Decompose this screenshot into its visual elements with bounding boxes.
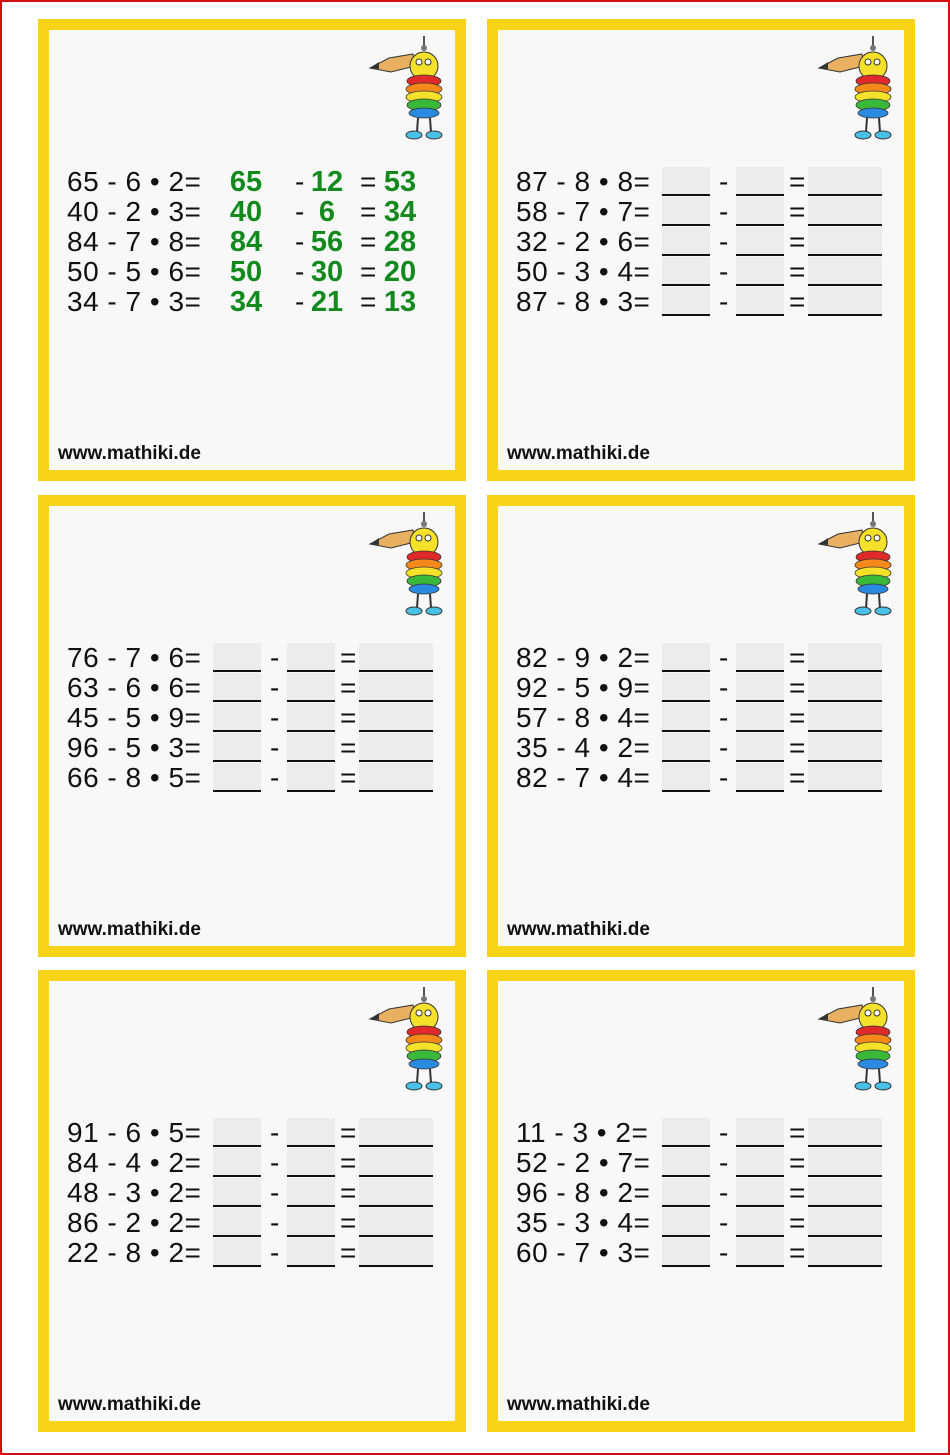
- answer-field-shade: [808, 1178, 882, 1206]
- equals-sign: =: [340, 762, 357, 793]
- mascot-icon: [816, 36, 906, 144]
- minus-sign: -: [719, 1177, 729, 1208]
- problem-expression: 48 - 3 • 2=: [67, 1177, 202, 1208]
- problem-expression: 22 - 8 • 2=: [67, 1237, 202, 1268]
- answer-field-shade: [359, 1148, 433, 1176]
- answer-blank-result[interactable]: [808, 194, 882, 196]
- worksheet-card-6: [487, 970, 915, 1432]
- answer-field-shade: [662, 1208, 710, 1236]
- answer-field-shade: [736, 1178, 784, 1206]
- answer-blank-result[interactable]: [359, 1265, 433, 1267]
- answer-field-shade: [662, 287, 710, 315]
- answer-result: 28: [383, 226, 417, 258]
- answer-blank-minuend[interactable]: [662, 314, 710, 316]
- answer-field-shade: [736, 643, 784, 671]
- answer-field-shade: [287, 643, 335, 671]
- answer-blank-result[interactable]: [808, 1265, 882, 1267]
- answer-field-shade: [359, 643, 433, 671]
- problem-expression: 60 - 7 • 3=: [516, 1237, 651, 1268]
- website-url: www.mathiki.de: [58, 443, 201, 464]
- answer-field-shade: [287, 763, 335, 791]
- answer-blank-minuend[interactable]: [662, 284, 710, 286]
- answer-product: 30: [310, 256, 344, 288]
- answer-field-shade: [736, 673, 784, 701]
- problem-expression: 96 - 5 • 3=: [67, 732, 202, 763]
- answer-blank-result[interactable]: [359, 1205, 433, 1207]
- mascot-icon: [816, 987, 906, 1095]
- minus-sign: -: [719, 762, 729, 793]
- problem-expression: 96 - 8 • 2=: [516, 1177, 651, 1208]
- problem-expression: 45 - 5 • 9=: [67, 702, 202, 733]
- mascot-icon: [367, 36, 457, 144]
- worksheet-card-2: [487, 19, 915, 481]
- minus-sign: -: [295, 226, 305, 257]
- minus-sign: -: [270, 702, 280, 733]
- equals-sign: =: [789, 226, 806, 257]
- answer-field-shade: [736, 1148, 784, 1176]
- answer-result: 53: [383, 166, 417, 198]
- answer-field-shade: [736, 1118, 784, 1146]
- answer-blank-product[interactable]: [287, 760, 335, 762]
- mascot-icon: [367, 987, 457, 1095]
- answer-blank-minuend[interactable]: [662, 1175, 710, 1177]
- answer-blank-result[interactable]: [808, 730, 882, 732]
- minus-sign: -: [295, 166, 305, 197]
- answer-field-shade: [662, 643, 710, 671]
- problem-expression: 40 - 2 • 3=: [67, 196, 202, 227]
- answer-field-shade: [736, 197, 784, 225]
- answer-field-shade: [808, 1208, 882, 1236]
- answer-blank-product[interactable]: [736, 670, 784, 672]
- problem-expression: 65 - 6 • 2=: [67, 166, 202, 197]
- answer-blank-product[interactable]: [736, 314, 784, 316]
- equals-sign: =: [789, 1117, 806, 1148]
- equals-sign: =: [789, 1177, 806, 1208]
- equals-sign: =: [340, 732, 357, 763]
- answer-blank-product[interactable]: [287, 1235, 335, 1237]
- equals-sign: =: [789, 672, 806, 703]
- answer-field-shade: [808, 733, 882, 761]
- answer-blank-product[interactable]: [736, 1145, 784, 1147]
- minus-sign: -: [719, 1147, 729, 1178]
- equals-sign: =: [360, 286, 377, 317]
- equals-sign: =: [340, 1207, 357, 1238]
- answer-blank-minuend[interactable]: [662, 194, 710, 196]
- mascot-icon: [816, 512, 906, 620]
- problem-expression: 32 - 2 • 6=: [516, 226, 651, 257]
- answer-blank-result[interactable]: [359, 700, 433, 702]
- minus-sign: -: [719, 256, 729, 287]
- equals-sign: =: [789, 732, 806, 763]
- answer-field-shade: [287, 1238, 335, 1266]
- answer-blank-product[interactable]: [736, 1175, 784, 1177]
- answer-field-shade: [213, 673, 261, 701]
- problem-expression: 58 - 7 • 7=: [516, 196, 651, 227]
- equals-sign: =: [789, 1147, 806, 1178]
- answer-field-shade: [808, 1118, 882, 1146]
- problem-expression: 92 - 5 • 9=: [516, 672, 651, 703]
- answer-field-shade: [808, 643, 882, 671]
- answer-blank-result[interactable]: [808, 224, 882, 226]
- answer-blank-minuend[interactable]: [213, 760, 261, 762]
- answer-field-shade: [808, 1148, 882, 1176]
- problem-expression: 87 - 8 • 8=: [516, 166, 651, 197]
- minus-sign: -: [270, 1207, 280, 1238]
- answer-blank-result[interactable]: [808, 314, 882, 316]
- answer-blank-result[interactable]: [808, 284, 882, 286]
- answer-minuend: 34: [229, 286, 263, 318]
- minus-sign: -: [270, 732, 280, 763]
- answer-blank-result[interactable]: [808, 700, 882, 702]
- answer-blank-result[interactable]: [808, 1235, 882, 1237]
- answer-field-shade: [808, 227, 882, 255]
- answer-blank-minuend[interactable]: [213, 1235, 261, 1237]
- answer-blank-result[interactable]: [808, 1205, 882, 1207]
- minus-sign: -: [270, 1147, 280, 1178]
- answer-blank-product[interactable]: [736, 1235, 784, 1237]
- answer-field-shade: [736, 763, 784, 791]
- answer-field-shade: [359, 763, 433, 791]
- problem-expression: 66 - 8 • 5=: [67, 762, 202, 793]
- minus-sign: -: [295, 286, 305, 317]
- problem-expression: 87 - 8 • 3=: [516, 286, 651, 317]
- equals-sign: =: [789, 166, 806, 197]
- answer-blank-product[interactable]: [736, 730, 784, 732]
- problem-expression: 35 - 3 • 4=: [516, 1207, 651, 1238]
- answer-blank-product[interactable]: [287, 670, 335, 672]
- problem-expression: 76 - 7 • 6=: [67, 642, 202, 673]
- answer-field-shade: [359, 703, 433, 731]
- minus-sign: -: [719, 642, 729, 673]
- answer-field-shade: [662, 1178, 710, 1206]
- answer-blank-minuend[interactable]: [662, 790, 710, 792]
- answer-field-shade: [287, 1178, 335, 1206]
- website-url: www.mathiki.de: [507, 443, 650, 464]
- answer-field-shade: [736, 1238, 784, 1266]
- answer-field-shade: [213, 733, 261, 761]
- answer-field-shade: [213, 643, 261, 671]
- equals-sign: =: [340, 1117, 357, 1148]
- answer-blank-product[interactable]: [287, 790, 335, 792]
- equals-sign: =: [360, 226, 377, 257]
- answer-field-shade: [736, 257, 784, 285]
- answer-blank-product[interactable]: [287, 1175, 335, 1177]
- answer-field-shade: [359, 733, 433, 761]
- answer-field-shade: [287, 1148, 335, 1176]
- problem-expression: 91 - 6 • 5=: [67, 1117, 202, 1148]
- problem-expression: 63 - 6 • 6=: [67, 672, 202, 703]
- problem-expression: 50 - 3 • 4=: [516, 256, 651, 287]
- problem-expression: 84 - 4 • 2=: [67, 1147, 202, 1178]
- equals-sign: =: [340, 1237, 357, 1268]
- answer-blank-minuend[interactable]: [662, 254, 710, 256]
- answer-field-shade: [287, 673, 335, 701]
- answer-field-shade: [359, 1238, 433, 1266]
- equals-sign: =: [789, 256, 806, 287]
- answer-blank-result[interactable]: [359, 1175, 433, 1177]
- problem-expression: 82 - 7 • 4=: [516, 762, 651, 793]
- minus-sign: -: [270, 1177, 280, 1208]
- minus-sign: -: [719, 166, 729, 197]
- answer-blank-minuend[interactable]: [662, 224, 710, 226]
- equals-sign: =: [789, 286, 806, 317]
- equals-sign: =: [789, 642, 806, 673]
- answer-blank-result[interactable]: [808, 790, 882, 792]
- answer-blank-minuend[interactable]: [662, 1145, 710, 1147]
- minus-sign: -: [295, 256, 305, 287]
- problem-expression: 35 - 4 • 2=: [516, 732, 651, 763]
- answer-field-shade: [213, 1208, 261, 1236]
- answer-blank-product[interactable]: [736, 790, 784, 792]
- minus-sign: -: [719, 1237, 729, 1268]
- answer-field-shade: [359, 1208, 433, 1236]
- answer-blank-minuend[interactable]: [213, 1175, 261, 1177]
- answer-field-shade: [736, 733, 784, 761]
- answer-product: 56: [310, 226, 344, 258]
- answer-field-shade: [808, 197, 882, 225]
- answer-field-shade: [662, 167, 710, 195]
- answer-field-shade: [213, 703, 261, 731]
- equals-sign: =: [360, 196, 377, 227]
- minus-sign: -: [295, 196, 305, 227]
- answer-blank-product[interactable]: [287, 1145, 335, 1147]
- answer-blank-minuend[interactable]: [213, 790, 261, 792]
- equals-sign: =: [340, 1177, 357, 1208]
- problem-expression: 84 - 7 • 8=: [67, 226, 202, 257]
- equals-sign: =: [360, 256, 377, 287]
- problem-expression: 11 - 3 • 2=: [516, 1117, 649, 1148]
- equals-sign: =: [789, 762, 806, 793]
- problem-expression: 57 - 8 • 4=: [516, 702, 651, 733]
- answer-blank-minuend[interactable]: [662, 700, 710, 702]
- answer-blank-result[interactable]: [808, 1145, 882, 1147]
- answer-field-shade: [736, 167, 784, 195]
- answer-field-shade: [213, 763, 261, 791]
- equals-sign: =: [340, 1147, 357, 1178]
- worksheet-card-5: [38, 970, 466, 1432]
- equals-sign: =: [340, 642, 357, 673]
- minus-sign: -: [719, 672, 729, 703]
- answer-blank-minuend[interactable]: [662, 1205, 710, 1207]
- answer-field-shade: [287, 733, 335, 761]
- answer-blank-minuend[interactable]: [213, 1145, 261, 1147]
- answer-blank-minuend[interactable]: [213, 1205, 261, 1207]
- problem-expression: 86 - 2 • 2=: [67, 1207, 202, 1238]
- answer-minuend: 84: [229, 226, 263, 258]
- minus-sign: -: [719, 1207, 729, 1238]
- answer-blank-minuend[interactable]: [662, 760, 710, 762]
- answer-blank-minuend[interactable]: [662, 1265, 710, 1267]
- answer-blank-result[interactable]: [359, 730, 433, 732]
- answer-blank-minuend[interactable]: [213, 730, 261, 732]
- equals-sign: =: [789, 1237, 806, 1268]
- answer-blank-product[interactable]: [736, 194, 784, 196]
- minus-sign: -: [270, 1237, 280, 1268]
- minus-sign: -: [270, 672, 280, 703]
- answer-field-shade: [808, 703, 882, 731]
- answer-blank-product[interactable]: [287, 1205, 335, 1207]
- answer-field-shade: [662, 1118, 710, 1146]
- answer-blank-result[interactable]: [359, 1235, 433, 1237]
- equals-sign: =: [789, 702, 806, 733]
- minus-sign: -: [719, 1117, 729, 1148]
- answer-minuend: 65: [229, 166, 263, 198]
- answer-field-shade: [736, 1208, 784, 1236]
- answer-field-shade: [213, 1148, 261, 1176]
- answer-blank-minuend[interactable]: [213, 670, 261, 672]
- minus-sign: -: [719, 286, 729, 317]
- answer-field-shade: [736, 703, 784, 731]
- answer-field-shade: [359, 673, 433, 701]
- equals-sign: =: [340, 672, 357, 703]
- answer-blank-product[interactable]: [287, 700, 335, 702]
- answer-blank-result[interactable]: [359, 670, 433, 672]
- answer-result: 34: [383, 196, 417, 228]
- answer-blank-result[interactable]: [808, 254, 882, 256]
- answer-blank-result[interactable]: [359, 790, 433, 792]
- answer-blank-minuend[interactable]: [213, 700, 261, 702]
- answer-blank-result[interactable]: [808, 670, 882, 672]
- answer-field-shade: [808, 763, 882, 791]
- answer-blank-minuend[interactable]: [662, 1235, 710, 1237]
- answer-blank-product[interactable]: [736, 254, 784, 256]
- minus-sign: -: [270, 762, 280, 793]
- answer-field-shade: [213, 1118, 261, 1146]
- answer-blank-product[interactable]: [736, 1265, 784, 1267]
- answer-field-shade: [213, 1178, 261, 1206]
- problem-expression: 34 - 7 • 3=: [67, 286, 202, 317]
- answer-field-shade: [359, 1178, 433, 1206]
- minus-sign: -: [719, 226, 729, 257]
- answer-field-shade: [736, 227, 784, 255]
- worksheet-card-1: [38, 19, 466, 481]
- problem-expression: 52 - 2 • 7=: [516, 1147, 651, 1178]
- answer-field-shade: [662, 733, 710, 761]
- answer-field-shade: [662, 197, 710, 225]
- worksheet-card-3: [38, 495, 466, 957]
- minus-sign: -: [719, 732, 729, 763]
- answer-field-shade: [359, 1118, 433, 1146]
- answer-blank-product[interactable]: [736, 760, 784, 762]
- minus-sign: -: [270, 642, 280, 673]
- mascot-icon: [367, 512, 457, 620]
- answer-field-shade: [287, 1118, 335, 1146]
- answer-field-shade: [662, 673, 710, 701]
- answer-field-shade: [662, 1238, 710, 1266]
- equals-sign: =: [789, 196, 806, 227]
- minus-sign: -: [719, 196, 729, 227]
- answer-product: 12: [310, 166, 344, 198]
- answer-blank-product[interactable]: [287, 730, 335, 732]
- answer-field-shade: [808, 167, 882, 195]
- answer-field-shade: [287, 703, 335, 731]
- website-url: www.mathiki.de: [58, 1394, 201, 1415]
- equals-sign: =: [340, 702, 357, 733]
- answer-field-shade: [662, 257, 710, 285]
- answer-blank-result[interactable]: [359, 1145, 433, 1147]
- answer-blank-result[interactable]: [808, 760, 882, 762]
- answer-blank-product[interactable]: [736, 1205, 784, 1207]
- answer-blank-minuend[interactable]: [662, 730, 710, 732]
- answer-field-shade: [808, 257, 882, 285]
- answer-field-shade: [213, 1238, 261, 1266]
- answer-blank-product[interactable]: [287, 1265, 335, 1267]
- answer-blank-minuend[interactable]: [213, 1265, 261, 1267]
- answer-blank-result[interactable]: [359, 760, 433, 762]
- minus-sign: -: [719, 702, 729, 733]
- answer-minuend: 40: [229, 196, 263, 228]
- equals-sign: =: [360, 166, 377, 197]
- answer-blank-product[interactable]: [736, 284, 784, 286]
- answer-field-shade: [808, 287, 882, 315]
- answer-result: 13: [383, 286, 417, 318]
- website-url: www.mathiki.de: [507, 1394, 650, 1415]
- website-url: www.mathiki.de: [58, 919, 201, 940]
- website-url: www.mathiki.de: [507, 919, 650, 940]
- answer-field-shade: [662, 763, 710, 791]
- answer-blank-product[interactable]: [736, 700, 784, 702]
- answer-field-shade: [808, 1238, 882, 1266]
- answer-blank-result[interactable]: [808, 1175, 882, 1177]
- answer-product: 21: [310, 286, 344, 318]
- worksheet-card-4: [487, 495, 915, 957]
- answer-product: 6: [318, 196, 336, 228]
- answer-field-shade: [662, 703, 710, 731]
- answer-field-shade: [662, 227, 710, 255]
- answer-result: 20: [383, 256, 417, 288]
- answer-blank-minuend[interactable]: [662, 670, 710, 672]
- answer-field-shade: [808, 673, 882, 701]
- answer-field-shade: [662, 1148, 710, 1176]
- answer-field-shade: [736, 287, 784, 315]
- problem-expression: 82 - 9 • 2=: [516, 642, 651, 673]
- problem-expression: 50 - 5 • 6=: [67, 256, 202, 287]
- minus-sign: -: [270, 1117, 280, 1148]
- answer-blank-product[interactable]: [736, 224, 784, 226]
- answer-minuend: 50: [229, 256, 263, 288]
- answer-field-shade: [287, 1208, 335, 1236]
- equals-sign: =: [789, 1207, 806, 1238]
